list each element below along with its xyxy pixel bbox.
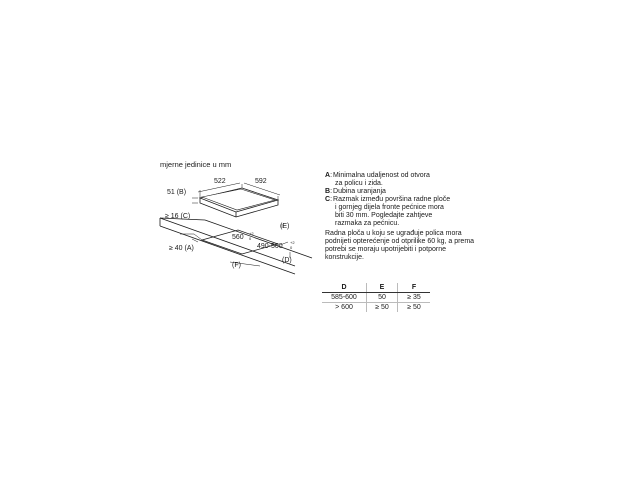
cutout-width-label: 490-500 — [257, 243, 283, 250]
dim-b-label: 51 (B) — [167, 189, 187, 196]
legend-key: B — [325, 188, 331, 195]
load-note: Radna ploča u koju se ugrađuje polica mora podnijeti opterećenje od otprilike 60 kg, a prema potrebi se moraju upotrijebiti i potporne konstrukcije. — [325, 230, 475, 261]
table-row — [322, 293, 430, 303]
label-f: (F) — [232, 262, 241, 269]
dim-c-label: ≥ 16 (C) — [165, 213, 191, 220]
legend-item-c: C : Razmak između površina radne ploče — [325, 196, 451, 203]
table-row — [322, 303, 430, 313]
legend-key: C — [325, 196, 331, 203]
table-header-row — [322, 283, 430, 293]
column-header-f: F — [398, 283, 431, 293]
legend-text: razmaka za pećnicu. — [335, 220, 400, 227]
legend-item-b: B : Dubina uranjanja — [325, 188, 386, 195]
table-cell: ≥ 50 — [398, 303, 431, 313]
legend-text: Razmak između površina radne ploče — [333, 196, 451, 203]
legend-key: A — [325, 172, 331, 179]
table-cell: ≥ 35 — [398, 293, 431, 303]
legend-text: Dubina uranjanja — [333, 188, 386, 195]
dim-width-label: 522 — [214, 178, 226, 185]
dim-a-label: ≥ 40 (A) — [169, 245, 194, 252]
label-e: (E) — [280, 223, 290, 230]
dim-depth-label: 592 — [255, 178, 267, 185]
column-header-d: D — [322, 283, 367, 293]
legend-text: i gornjeg dijela fronte pećnice mora — [335, 204, 444, 211]
legend-text: Minimalna udaljenost od otvora — [333, 172, 430, 179]
label-d: (D) — [282, 257, 292, 264]
cutout-width-tol-plus: +2 — [290, 240, 295, 245]
column-header-e: E — [367, 283, 398, 293]
installation-diagram — [150, 168, 320, 283]
table-cell: > 600 — [322, 303, 367, 313]
units-label: mjerne jedinice u mm — [160, 160, 232, 169]
legend-item-a: A : Minimalna udaljenost od otvora — [325, 172, 430, 179]
cutout-depth-label: 560 — [232, 234, 244, 241]
legend-text: za policu i zida. — [335, 180, 383, 187]
legend — [325, 172, 475, 228]
legend-text: biti 30 mm. Pogledajte zahtjeve — [335, 212, 433, 219]
cutout-depth-tol-plus: +2 — [249, 231, 254, 236]
table-cell: 50 — [367, 293, 398, 303]
cutout-depth-tol-zero: 0 — [249, 236, 252, 241]
cutout-width-tol-zero: 0 — [290, 245, 293, 250]
table-cell: ≥ 50 — [367, 303, 398, 313]
table-cell: 585-600 — [322, 293, 367, 303]
dimensions-table — [322, 283, 430, 312]
hob-unit — [200, 188, 278, 217]
